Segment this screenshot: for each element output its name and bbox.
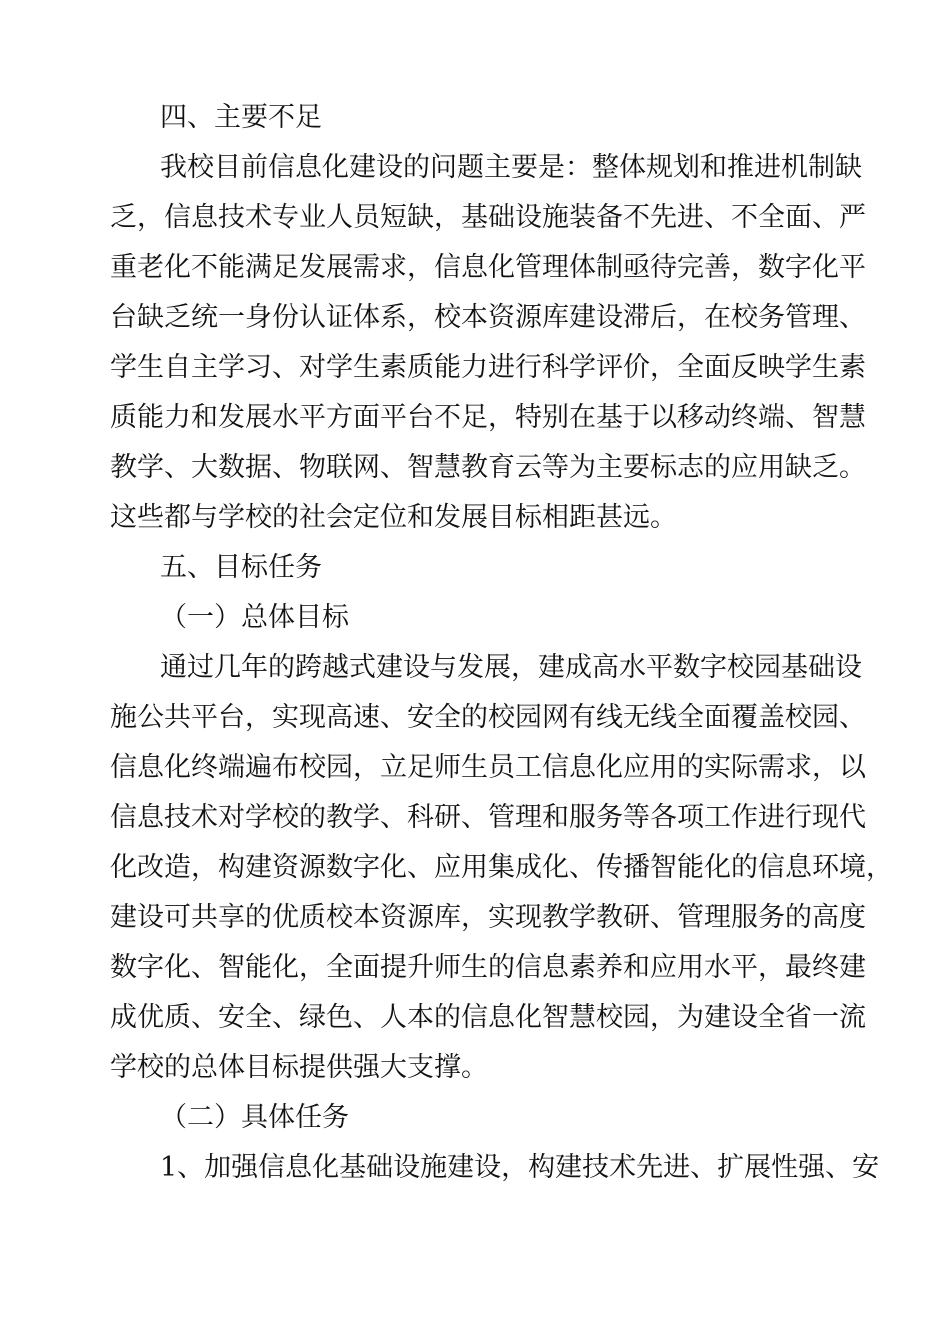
- paragraph-line: 台缺乏统一身份认证体系，校本资源库建设滞后，在校务管理、: [110, 302, 866, 333]
- paragraph-line: 这些都与学校的社会定位和发展目标相距甚远。: [110, 502, 677, 533]
- paragraph-line: 成优质、安全、绿色、人本的信息化智慧校园，为建设全省一流: [110, 1002, 866, 1033]
- subsection-heading-2: （二）具体任务: [160, 1102, 349, 1133]
- paragraph-line: 信息技术对学校的教学、科研、管理和服务等各项工作进行现代: [110, 802, 866, 833]
- paragraph-line: 我校目前信息化建设的问题主要是：整体规划和推进机制缺: [160, 152, 862, 183]
- section-heading-5: 五、目标任务: [160, 552, 322, 583]
- section-heading-4: 四、主要不足: [160, 102, 322, 133]
- paragraph-line: 建设可共享的优质校本资源库，实现教学教研、管理服务的高度: [110, 902, 866, 933]
- subsection-heading-1: （一）总体目标: [160, 602, 349, 633]
- paragraph-line: 重老化不能满足发展需求，信息化管理体制亟待完善，数字化平: [110, 252, 866, 283]
- paragraph-line: 施公共平台，实现高速、安全的校园网有线无线全面覆盖校园、: [110, 702, 866, 733]
- paragraph-line: 信息化终端遍布校园，立足师生员工信息化应用的实际需求，以: [110, 752, 866, 783]
- paragraph-line: 通过几年的跨越式建设与发展，建成高水平数字校园基础设: [160, 652, 862, 683]
- paragraph-line: 学校的总体目标提供强大支撑。: [110, 1052, 488, 1083]
- paragraph-line: 质能力和发展水平方面平台不足，特别在基于以移动终端、智慧: [110, 402, 866, 433]
- paragraph-line: 数字化、智能化，全面提升师生的信息素养和应用水平，最终建: [110, 952, 866, 983]
- paragraph-line: 1、加强信息化基础设施建设，构建技术先进、扩展性强、安: [160, 1152, 880, 1183]
- paragraph-line: 乏，信息技术专业人员短缺，基础设施装备不先进、不全面、严: [110, 202, 866, 233]
- paragraph-line: 学生自主学习、对学生素质能力进行科学评价，全面反映学生素: [110, 352, 866, 383]
- paragraph-line: 化改造，构建资源数字化、应用集成化、传播智能化的信息环境，: [110, 852, 893, 883]
- paragraph-line: 教学、大数据、物联网、智慧教育云等为主要标志的应用缺乏。: [110, 452, 866, 483]
